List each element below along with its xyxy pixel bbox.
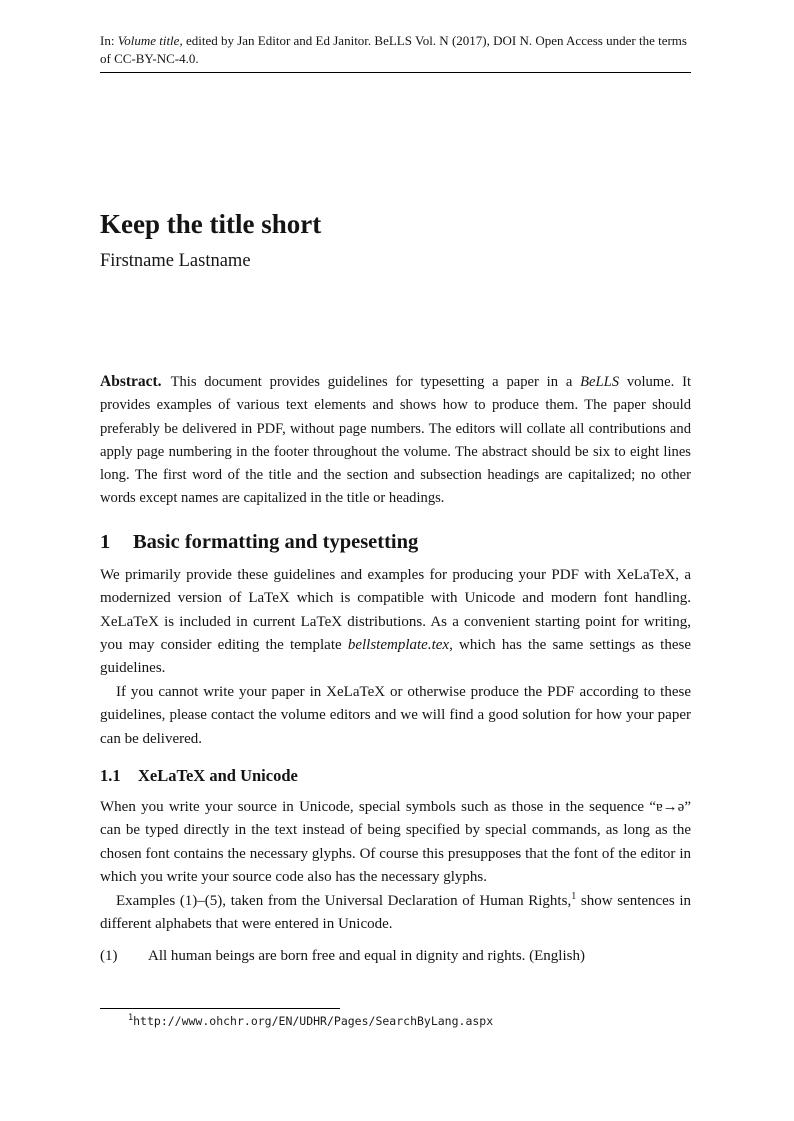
example-1-number: (1) <box>100 948 118 965</box>
section-1-number: 1 <box>100 530 111 553</box>
s1p1-italic-filename: bellstemplate.tex <box>347 637 450 653</box>
footnote-1-url[interactable]: http://www.ohchr.org/EN/UDHR/Pages/SearchByLang.aspx <box>133 1014 494 1028</box>
header-rest: edited by Jan Editor and Ed Janitor. BeLLS Vol. N (2017), DOI N. Open Access under the terms of CC-BY-NC-4.0. <box>100 33 687 66</box>
section-1-title: Basic formatting and typesetting <box>133 530 419 553</box>
header-volume-title: Volume title, <box>117 33 183 48</box>
text-column <box>100 0 691 969</box>
header-prefix: In: <box>100 33 118 48</box>
abstract-label: Abstract. <box>100 373 162 390</box>
section-1-paragraph-1 <box>100 564 691 681</box>
section-1-paragraph-2: If you cannot write your paper in XeLaTeX or otherwise produce the PDF according to these guidelines, please contact the volume editors and we will find a good solution for how your paper can be delivered. <box>100 683 691 747</box>
abstract <box>100 370 691 511</box>
footnote-reference-mark: 1 <box>571 890 577 902</box>
s11p2-text-2: show sentences in different alphabets that were entered in Unicode. <box>100 892 692 933</box>
footnote-rule <box>100 1008 340 1009</box>
s11p2-text-1: Examples (1)–(5), taken from the Universal Declaration of Human Rights, <box>116 892 572 909</box>
abstract-italic-term: BeLLS <box>580 374 620 390</box>
paper-title: Keep the title short <box>100 209 322 239</box>
running-header <box>100 32 691 73</box>
numbered-example-1 <box>100 945 691 968</box>
abstract-text-1: This document provides guidelines for typesetting a paper in a <box>170 374 581 390</box>
section-1-heading <box>100 529 691 555</box>
subsection-1-1-title: XeLaTeX and Unicode <box>138 766 298 786</box>
subsection-1-1-paragraph-1: When you write your source in Unicode, special symbols such as those in the sequence “ɐ→ə” can be typed directly in the text instead of being specified by special commands, as long as the chosen font contains the necessary glyphs. Of course this presupposes that the font of the editor in which you write your source code also has the necessary glyphs. <box>100 799 691 886</box>
author-name: Firstname Lastname <box>100 251 251 271</box>
footnote-block <box>100 1008 691 1029</box>
footnote-1-mark: 1 <box>128 1013 134 1024</box>
abstract-text-2: volume. It provides examples of various text elements and shows how to produce them. The paper should preferably be delivered in PDF, without page numbers. The editors will collate all contributions and apply page numbering in the footer throughout the volume. The abstract should be six to eight lines long. The first word of the title and the section and subsection headings are capitalized; no other words except names are capitalized in the title or headings. <box>100 374 691 507</box>
subsection-1-1-number: 1.1 <box>100 766 121 786</box>
subsection-1-1-heading <box>100 765 691 787</box>
example-1-text: All human beings are born free and equal in dignity and rights. (English) <box>148 948 585 965</box>
footnote-1 <box>100 1014 691 1029</box>
subsection-1-1-paragraph-2 <box>100 890 691 937</box>
s1p1-text-2: , which has the same settings as these guidelines. <box>100 637 691 677</box>
s1p1-text-1: We primarily provide these guidelines and examples for producing your PDF with XeLaTeX, a modernized version of LaTeX which is compatible with Unicode and modern font handling. XeLaTeX is included in current LaTeX distributions. As a convenient starting point for writing, you may consider editing the template <box>100 566 691 653</box>
